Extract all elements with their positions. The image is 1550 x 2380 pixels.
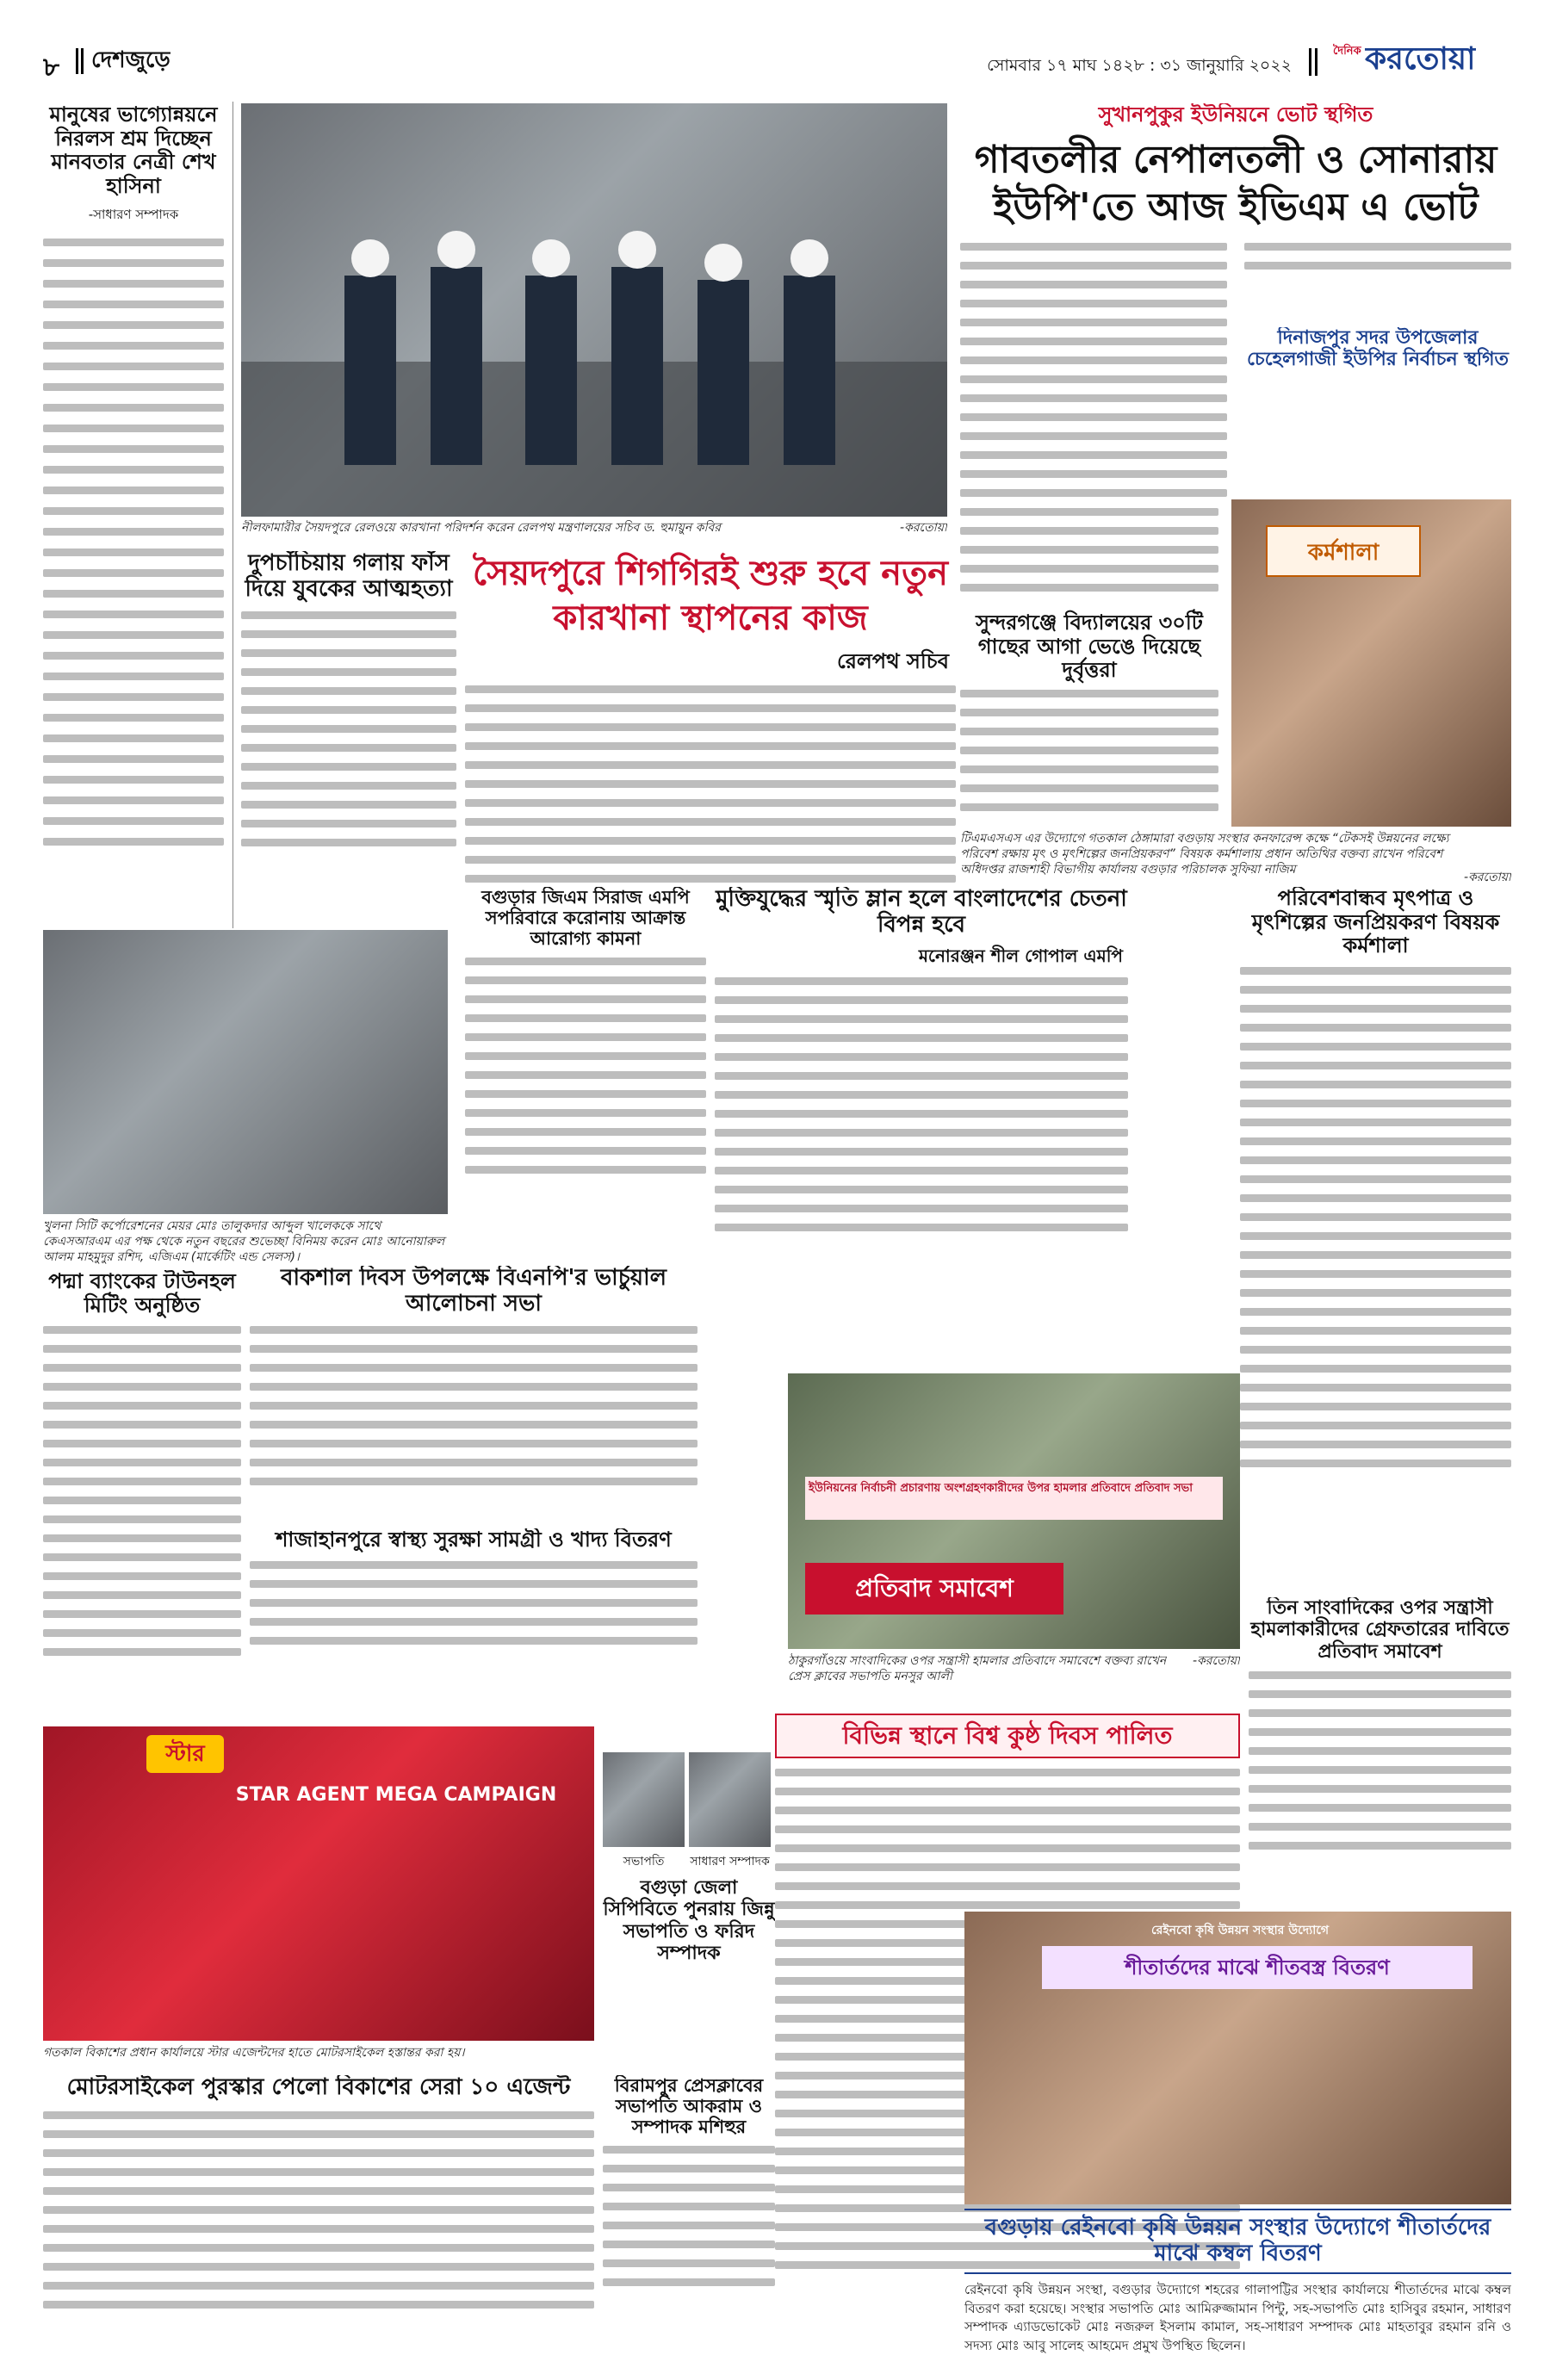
article-title: পদ্মা ব্যাংকের টাউনহল মিটিং অনুষ্ঠিত — [48, 1270, 236, 1317]
header-separator — [1309, 48, 1311, 76]
article-title: বিভিন্ন স্থানে বিশ্ব কুষ্ঠ দিবস পালিত — [775, 1714, 1240, 1758]
article-sangbadik — [1249, 1597, 1511, 1899]
photo-khulna — [43, 930, 448, 1214]
article-byline: রেলপথ সচিব — [836, 649, 949, 673]
article-title: বগুড়ার জিএম সিরাজ এমপি সপরিবারে করোনায় আক্রান্ত আরোগ্য কামনা — [481, 887, 690, 950]
article-birampur — [603, 2075, 775, 2368]
photo-caption: টিএমএসএস এর উদ্যোগে গতকাল ঠেঙ্গামারা বগুড়ায় সংস্থার কনফারেন্স কক্ষে “টেকসই উন্নয়নের লক্ষ্যে পরিবেশ রক্ষায় মৃৎ ও মৃৎশিল্পের জনপ্রিয়করণ” বিষয়ক কর্মশালায় প্রধান অতিথির বক্তব্য রাখেন পরিবেশ অধিদপ্তর রাজশাহী বিভাগীয় কার্যালয় বগুড়ার পরিচালক সুফিয়া নাজিম — [960, 832, 1449, 877]
article-body-lines — [43, 233, 224, 871]
article-title: বগুড়ায় রেইনবো কৃষি উন্নয়ন সংস্থার উদ্যোগে শীতার্তদের মাঝে কম্বল বিতরণ — [964, 2209, 1511, 2274]
masthead-small: দৈনিক — [1333, 45, 1361, 58]
label-president: সভাপতি — [623, 1855, 665, 1869]
article-dupchanchia — [241, 551, 456, 930]
photo-banner-small: রেইনবো কৃষি উন্নয়ন সংস্থার উদ্যোগে — [1150, 1924, 1330, 1937]
masthead-logo: করতোয়া — [1365, 41, 1476, 77]
rally-banner-top: ইউনিয়নের নির্বাচনী প্রচারণায় অংশগ্রহণকারীদের উপর হামলার প্রতিবাদে প্রতিবাদ সভা — [805, 1477, 1223, 1520]
header-separator — [81, 48, 84, 74]
bkash-logo: স্টার — [146, 1735, 224, 1773]
photo-caption: গতকাল বিকাশের প্রধান কার্যালয়ে স্টার এজেন্টদের হাতে মোটরসাইকেল হস্তান্তর করা হয়। — [43, 2046, 465, 2060]
rally-banner: প্রতিবাদ সমাবেশ — [805, 1563, 1063, 1615]
subhead-chehelgazi: দিনাজপুর সদর উপজেলার চেহেলগাজী ইউপির নির্বাচন স্থগিত — [1246, 327, 1510, 371]
article-body-lines — [960, 508, 1218, 611]
article-rainbow — [964, 2209, 1511, 2372]
photo-credit: -করতোয়া — [899, 521, 947, 535]
article-title: মোটরসাইকেল পুরস্কার পেলো বিকাশের সেরা ১০ এজেন্ট — [66, 2075, 571, 2100]
article-bogura-mp — [465, 887, 706, 1266]
article-body-lines — [465, 685, 956, 909]
article-padma-bank — [43, 1270, 241, 1726]
article-hasina — [43, 103, 224, 878]
photo-credit: -করতোয়া — [1463, 871, 1511, 884]
photo-people-illustration — [241, 103, 947, 517]
photo-credit: -করতোয়া — [1192, 1654, 1240, 1668]
article-body-lines — [603, 2146, 775, 2318]
photo-bkash-agents — [43, 1726, 594, 2041]
article-body-lines — [250, 1561, 698, 1673]
article-title: বাকশাল দিবস উপলক্ষে বিএনপি'র ভার্চুয়াল আলোচনা সভা — [281, 1266, 666, 1317]
article-bkash — [43, 2075, 594, 2368]
article-poribesh — [1240, 887, 1511, 1593]
issue-date: সোমবার ১৭ মাঘ ১৪২৮ : ৩১ জানুয়ারি ২০২২ — [987, 56, 1292, 75]
page-header — [0, 0, 1550, 86]
photo-banner: শীতার্তদের মাঝে শীতবস্ত্র বিতরণ — [1042, 1946, 1472, 1989]
article-title: তিন সাংবাদিকের ওপর সন্ত্রাসী হামলাকারীদের গ্রেফতারের দাবিতে প্রতিবাদ সমাবেশ — [1250, 1597, 1510, 1663]
article-title: মুক্তিযুদ্ধের স্মৃতি ম্লান হলে বাংলাদেশের চেতনা বিপন্ন হবে — [716, 887, 1127, 938]
article-byline: -সাধারণ সম্পাদক — [88, 207, 179, 223]
portrait-secretary — [689, 1752, 771, 1847]
article-title: দুপচাঁচিয়ায় গলায় ফাঁস দিয়ে যুবকের আত্মহত্যা — [245, 551, 453, 602]
photo-caption: খুলনা সিটি কর্পোরেশনের মেয়র মোঃ তালুকদার আব্দুল খালেককে সাথে কেএসআরএম এর পক্ষ থেকে নতুন বছরের শুভেচ্ছা বিনিময় করেন মোঃ আনোয়ারুল আলম মাহমুদুর রশিদ, এজিএম (মার্কেটিং এন্ড সেলস)। — [43, 1219, 445, 1265]
article-title: পরিবেশবান্ধব মৃৎপাত্র ও মৃৎশিল্পের জনপ্রিয়করণ বিষয়ক কর্মশালা — [1251, 887, 1500, 958]
photo-banner: কর্মশালা — [1266, 525, 1421, 577]
article-title: সৈয়দপুরে শিগগিরই শুরু হবে নতুন কারখানা স্থাপনের কাজ — [472, 554, 949, 638]
article-shajahanpur — [250, 1528, 698, 1718]
bkash-campaign-banner: STAR AGENT MEGA CAMPAIGN — [235, 1784, 557, 1806]
article-body: রেইনবো কৃষি উন্নয়ন সংস্থা, বগুড়ার উদ্যোগে শহরের গালাপট্টির সংস্থার কার্যালয়ে শীতার্তদের মাঝে কম্বল বিতরণ করা হয়েছে। সংস্থার সভাপতি মোঃ আমিরুজ্জামান পিন্টু, সহ-সভাপতি মোঃ হাসিবুর রহমান, সাধারণ সম্পাদক এ্যাডভোকেট মোঃ নজরুল ইসলাম কামাল, সহ-সাধারণ সম্পাদক মোঃ মাহতাবুর রহমান রনি ও সদস্য মোঃ আবু সালেহ আহমেদ প্রমুখ উপস্থিত ছিলেন। — [964, 2281, 1511, 2354]
column-divider — [232, 102, 233, 928]
photo-caption: নীলফামারীর সৈয়দপুরে রেলওয়ে কারখানা পরিদর্শন করেন রেলপথ মন্ত্রণালয়ের সচিব ড. হুমায়ুন কবির — [241, 521, 721, 535]
article-body-lines — [43, 2111, 594, 2335]
article-title: শাজাহানপুরে স্বাস্থ্য সুরক্ষা সামগ্রী ও খাদ্য বিতরণ — [276, 1528, 672, 1552]
photo-caption: ঠাকুরগাঁওয়ে সাংবাদিকের ওপর সন্ত্রাসী হামলার প্রতিবাদে সমাবেশে বক্তব্য রাখেন প্রেস ক্লাবের সভাপতি মনসুর আলী — [788, 1654, 1167, 1684]
article-body-lines — [1249, 1671, 1511, 1878]
article-title: সুন্দরগঞ্জে বিদ্যালয়ের ৩০টি গাছের আগা ভেঙে দিয়েছে দুর্বৃত্তরা — [976, 610, 1203, 683]
article-kicker: সুখানপুকুর ইউনিয়নে ভোট স্থগিত — [1098, 103, 1373, 127]
article-bakshal — [250, 1266, 698, 1524]
article-title: বিরামপুর প্রেসক্লাবের সভাপতি আকরাম ও সম্পাদক মশিহুর — [614, 2075, 764, 2138]
article-muktijuddho — [715, 887, 1128, 1343]
article-body-lines — [1240, 967, 1511, 1501]
photo-blanket-distribution — [964, 1912, 1511, 2204]
article-title: মানুষের ভাগ্যোন্নয়নে নিরলস শ্রম দিচ্ছেন মানবতার নেত্রী শেখ হাসিনা — [49, 103, 218, 198]
photo-workshop — [1231, 499, 1511, 827]
article-title: গাবতলীর নেপালতলী ও সোনারায় ইউপি'তে আজ ইভিএম এ ভোট — [974, 137, 1497, 229]
photo-rally — [788, 1373, 1240, 1649]
page-number: ৮ — [43, 53, 60, 83]
article-body-lines — [715, 977, 1128, 1287]
article-body-lines — [960, 243, 1511, 499]
portrait-president — [603, 1752, 685, 1847]
article-gabtali-evm — [960, 103, 1511, 499]
header-separator — [76, 48, 78, 74]
article-body-lines — [43, 1326, 241, 1688]
header-separator — [1315, 48, 1318, 76]
article-saidpur-factory — [465, 551, 956, 913]
article-title: বগুড়া জেলা সিপিবিতে পুনরায় জিন্নু সভাপতি ও ফরিদ সম্পাদক — [603, 1877, 775, 1964]
article-body-lines — [241, 611, 456, 870]
article-body-lines — [250, 1326, 698, 1515]
article-sundarganj — [960, 508, 1218, 870]
photo-saidpur-visit — [241, 103, 947, 517]
label-secretary: সাধারণ সম্পাদক — [690, 1855, 770, 1869]
section-name: দেশজুড়ে — [91, 48, 170, 73]
article-body-lines — [465, 958, 706, 1233]
article-byline: মনোরঞ্জন শীল গোপাল এমপি — [918, 945, 1123, 966]
